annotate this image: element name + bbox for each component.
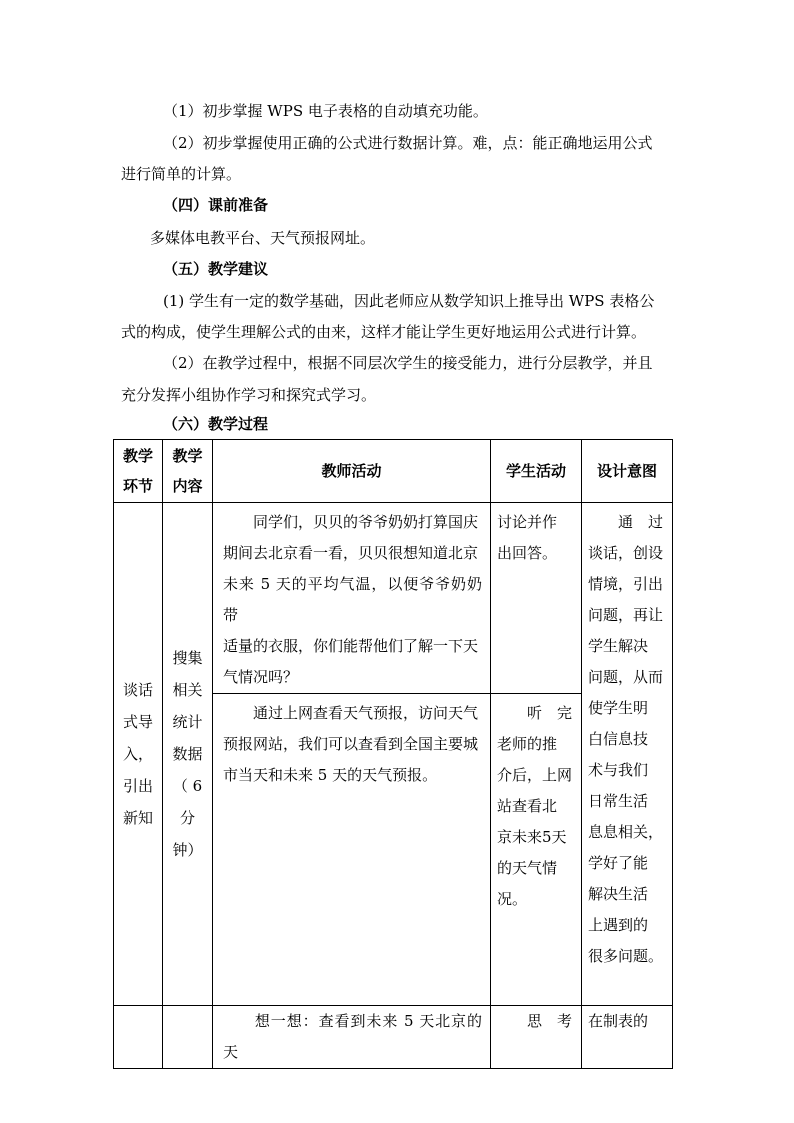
design-intent-1: 通 过 谈话，创设 情境，引出 问题，再让 学生解决 问题，从而 使学生明 白信息技 术与我们 日常生活 息息相关， 学好了能 解决生活 上遇到的 很多问题。 [582, 503, 673, 1006]
advice-1-line2: 式的构成，使学生理解公式的由来，这样才能让学生更好地运用公式进行计算。 [121, 323, 647, 341]
goal-2-line1: （2）初步掌握使用正确的公式进行数据计算。难，点：能正确地运用公式 [163, 134, 653, 152]
advice-2-line1: （2）在教学过程中，根据不同层次学生的接受能力，进行分层教学，并且 [163, 354, 653, 372]
stage-cell-cont [114, 1006, 163, 1069]
section-4-text: 多媒体电教平台、天气预报网址。 [150, 229, 376, 247]
content-cell: 搜集 相关 统计 数据 （ 6 分钟） [163, 503, 213, 1006]
student-activity-1: 讨论并作 出回答。 [491, 503, 582, 694]
advice-1-line1: (1) 学生有一定的数学基础，因此老师应从数学知识上推导出 WPS 表格公 [163, 292, 655, 310]
table-row [114, 1006, 673, 1069]
header-content: 教学 内容 [163, 440, 213, 503]
header-stage: 教学 环节 [114, 440, 163, 503]
student-activity-3: 思 考 [491, 1006, 582, 1069]
header-design-intent: 设计意图 [582, 440, 673, 503]
section-6-heading: （六）教学过程 [163, 415, 269, 433]
table-row [114, 503, 673, 694]
advice-2-line2: 充分发挥小组协作学习和探究式学习。 [121, 386, 377, 404]
teacher-activity-2: 通过上网查看天气预报，访问天气 预报网站，我们可以查看到全国主要城 市当天和未来 5 天的天气预报。 [213, 694, 491, 1006]
stage-cell: 谈话 式导 入， 引出 新知 [114, 503, 163, 1006]
table-header-row [114, 440, 673, 503]
teacher-activity-1: 同学们，贝贝的爷爷奶奶打算国庆 期间去北京看一看，贝贝很想知道北京 未来 5 天的平均气温，以便爷爷奶奶带 适量的衣服，你们能帮他们了解一下天 气情况吗？ [213, 503, 491, 694]
goal-1: （1）初步掌握 WPS 电子表格的自动填充功能。 [163, 102, 488, 120]
header-student-activity: 学生活动 [491, 440, 582, 503]
header-teacher-activity: 教师活动 [213, 440, 491, 503]
content-cell-cont [163, 1006, 213, 1069]
section-5-heading: （五）教学建议 [163, 260, 269, 278]
design-intent-2: 在制表的 [582, 1006, 673, 1069]
goal-2-line2: 进行简单的计算。 [121, 165, 242, 183]
teaching-process-table [113, 439, 673, 1069]
student-activity-2: 听 完 老师的推 介后，上网 站查看北 京未来5天 的天气情 况。 [491, 694, 582, 1006]
section-4-heading: （四）课前准备 [163, 196, 269, 214]
teacher-activity-3: 想一想：查看到未来 5 天北京的天 [213, 1006, 491, 1069]
